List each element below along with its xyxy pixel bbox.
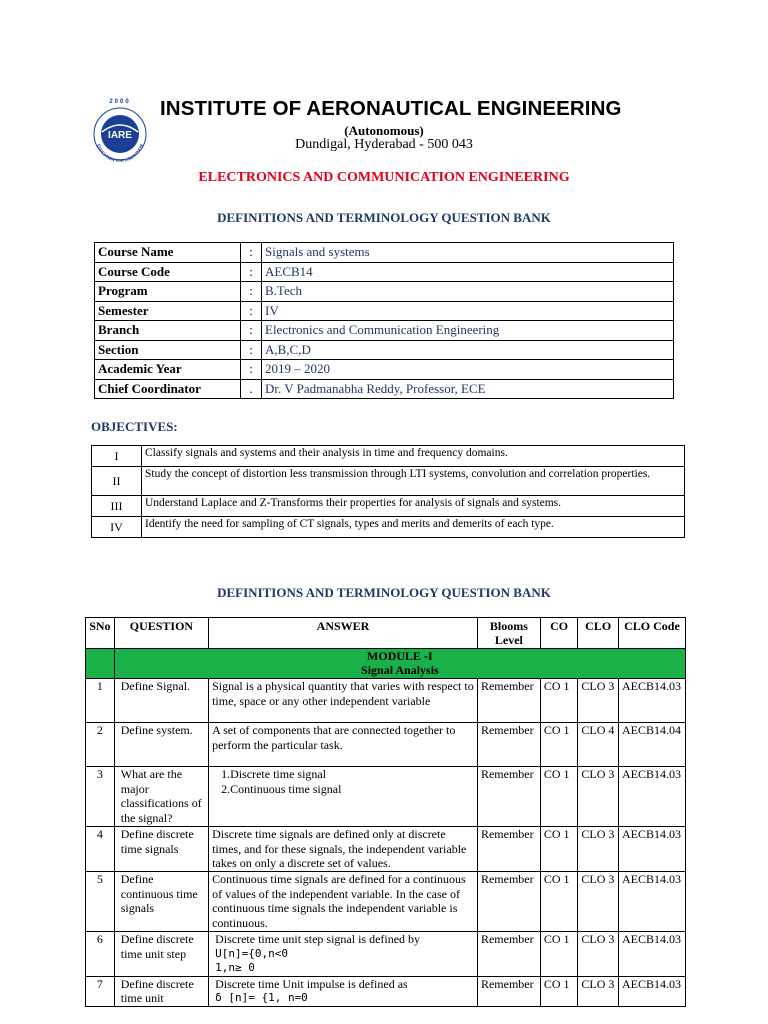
- clo-code: AECB14.03: [618, 827, 685, 872]
- course-info-label: Chief Coordinator: [95, 379, 241, 399]
- course-info-value: IV: [262, 301, 674, 321]
- clo: CLO 3: [578, 872, 619, 932]
- course-info-label: Section: [95, 340, 241, 360]
- question-text: Define continuous time signals: [114, 872, 208, 932]
- course-outcome: CO 1: [540, 976, 578, 1006]
- objective-text: Classify signals and systems and their analysis in time and frequency domains.: [142, 446, 685, 467]
- course-info-row: [95, 340, 674, 360]
- answer-cell: [209, 932, 478, 977]
- clo-code: AECB14.03: [618, 872, 685, 932]
- address: Dundigal, Hyderabad - 500 043: [295, 137, 473, 152]
- course-info-table: [94, 242, 674, 399]
- autonomous-label: (Autonomous): [344, 123, 424, 138]
- course-info-row: [95, 262, 674, 282]
- answer-cell: Discrete time signals are defined only at discrete times, and for these signals, the independent variable takes on only a discrete set of values.: [209, 827, 478, 872]
- course-info-colon: :: [241, 262, 262, 282]
- question-text: Define discrete time unit step: [114, 932, 208, 977]
- module-title: MODULE -I Signal Analysis: [114, 649, 685, 679]
- logo-motto: EDUCATION FOR LIBERATION: [95, 143, 145, 164]
- clo: CLO 3: [578, 932, 619, 977]
- question-bank-table: [85, 617, 686, 1007]
- course-info-colon: :: [241, 282, 262, 302]
- objective-text: Identify the need for sampling of CT signals, types and merits and demerits of each type.: [142, 517, 685, 538]
- course-info-label: Branch: [95, 321, 241, 341]
- clo: CLO 4: [578, 723, 619, 767]
- clo-code: AECB14.03: [618, 976, 685, 1006]
- clo: CLO 3: [578, 679, 619, 723]
- question-row: [86, 932, 686, 977]
- objective-row: [92, 517, 685, 538]
- question-sno: 4: [86, 827, 115, 872]
- question-text: Define discrete time unit: [114, 976, 208, 1006]
- course-info-label: Semester: [95, 301, 241, 321]
- answer-cell: [209, 976, 478, 1006]
- answer-line: Discrete time Unit impulse is defined as: [215, 976, 408, 991]
- question-row: [86, 872, 686, 932]
- course-info-value: 2019 – 2020: [262, 360, 674, 380]
- course-info-colon: :: [241, 360, 262, 380]
- course-info-label: Course Name: [95, 243, 241, 263]
- course-info-row: [95, 243, 674, 263]
- course-info-value: AECB14: [262, 262, 674, 282]
- question-bank-title-2: DEFINITIONS AND TERMINOLOGY QUESTION BANK: [217, 585, 551, 600]
- header-clo-code: CLO Code: [618, 618, 685, 649]
- question-text: Define discrete time signals: [114, 827, 208, 872]
- question-text: Define Signal.: [114, 679, 208, 723]
- blooms-level: Remember: [477, 723, 540, 767]
- objective-row: [92, 446, 685, 467]
- course-info-value: Electronics and Communication Engineering: [262, 321, 674, 341]
- course-info-label: Academic Year: [95, 360, 241, 380]
- answer-line: 1,n≥ 0: [215, 961, 255, 974]
- objective-number: IV: [92, 517, 142, 538]
- course-info-row: [95, 301, 674, 321]
- course-info-value: Dr. V Padmanabha Reddy, Professor, ECE: [262, 379, 674, 399]
- answer-cell: Signal is a physical quantity that varies with respect to time, space or any other independent variable: [209, 679, 478, 723]
- clo: CLO 3: [578, 976, 619, 1006]
- objective-number: II: [92, 467, 142, 496]
- course-info-label: Program: [95, 282, 241, 302]
- blooms-level: Remember: [477, 767, 540, 827]
- objective-row: [92, 496, 685, 517]
- course-info-label: Course Code: [95, 262, 241, 282]
- answer-line: δ [n]= {1, n=0: [215, 991, 308, 1004]
- question-row: [86, 679, 686, 723]
- question-bank-title: DEFINITIONS AND TERMINOLOGY QUESTION BANK: [217, 210, 551, 225]
- answer-line: 2.Continuous time signal: [221, 781, 342, 796]
- question-row: [86, 827, 686, 872]
- course-outcome: CO 1: [540, 767, 578, 827]
- course-info-colon: .: [241, 379, 262, 399]
- blooms-level: Remember: [477, 932, 540, 977]
- module-row: [86, 649, 686, 679]
- header-co: CO: [540, 618, 578, 649]
- course-info-colon: :: [241, 243, 262, 263]
- department-heading: ELECTRONICS AND COMMUNICATION ENGINEERING: [198, 170, 570, 185]
- course-info-value: B.Tech: [262, 282, 674, 302]
- clo: CLO 3: [578, 827, 619, 872]
- header-question: QUESTION: [114, 618, 208, 649]
- blooms-level: Remember: [477, 872, 540, 932]
- answer-cell: [209, 767, 478, 827]
- objective-text: Understand Laplace and Z-Transforms their properties for analysis of signals and systems.: [142, 496, 685, 517]
- clo-code: AECB14.03: [618, 932, 685, 977]
- course-info-row: [95, 379, 674, 399]
- header-sno: SNo: [86, 618, 115, 649]
- answer-line: Discrete time unit step signal is defined by: [215, 932, 421, 946]
- institute-title: INSTITUTE OF AERONAUTICAL ENGINEERING: [160, 97, 622, 120]
- objective-row: [92, 467, 685, 496]
- objective-number: I: [92, 446, 142, 467]
- logo-year: 2000: [109, 99, 131, 105]
- question-row: [86, 767, 686, 827]
- answer-cell: Continuous time signals are defined for a continuous of values of the independent variable. In the case of continuous time signals the independent variable is continuous.: [209, 872, 478, 932]
- blooms-level: Remember: [477, 679, 540, 723]
- objective-text: Study the concept of distortion less transmission through LTI systems, convolution and correlation properties.: [142, 467, 685, 496]
- objectives-heading: OBJECTIVES:: [91, 419, 178, 434]
- course-info-colon: :: [241, 340, 262, 360]
- objective-number: III: [92, 496, 142, 517]
- question-row: [86, 723, 686, 767]
- course-outcome: CO 1: [540, 872, 578, 932]
- course-info-row: [95, 282, 674, 302]
- course-outcome: CO 1: [540, 827, 578, 872]
- clo-code: AECB14.03: [618, 679, 685, 723]
- answer-line: U[n]={0,n<0: [215, 946, 288, 960]
- answer-cell: A set of components that are connected together to perform the particular task.: [209, 723, 478, 767]
- clo: CLO 3: [578, 767, 619, 827]
- question-sno: 2: [86, 723, 115, 767]
- question-sno: 3: [86, 767, 115, 827]
- course-info-colon: :: [241, 321, 262, 341]
- clo-code: AECB14.03: [618, 767, 685, 827]
- course-info-row: [95, 321, 674, 341]
- course-outcome: CO 1: [540, 679, 578, 723]
- clo-code: AECB14.04: [618, 723, 685, 767]
- header-clo: CLO: [578, 618, 619, 649]
- question-text: Define system.: [114, 723, 208, 767]
- question-text: What are the major classifications of the signal?: [114, 767, 208, 827]
- course-info-colon: :: [241, 301, 262, 321]
- blooms-level: Remember: [477, 976, 540, 1006]
- question-sno: 7: [86, 976, 115, 1006]
- course-info-value: Signals and systems: [262, 243, 674, 263]
- course-outcome: CO 1: [540, 723, 578, 767]
- question-sno: 1: [86, 679, 115, 723]
- header-blooms: Blooms Level: [477, 618, 540, 649]
- course-info-value: A,B,C,D: [262, 340, 674, 360]
- course-outcome: CO 1: [540, 932, 578, 977]
- answer-line: 1.Discrete time signal: [221, 767, 327, 781]
- question-row: [86, 976, 686, 1006]
- course-info-row: [95, 360, 674, 380]
- objectives-table: [91, 445, 685, 538]
- question-sno: 5: [86, 872, 115, 932]
- blooms-level: Remember: [477, 827, 540, 872]
- question-sno: 6: [86, 932, 115, 977]
- header-answer: ANSWER: [209, 618, 478, 649]
- logo-text: IARE: [108, 130, 132, 141]
